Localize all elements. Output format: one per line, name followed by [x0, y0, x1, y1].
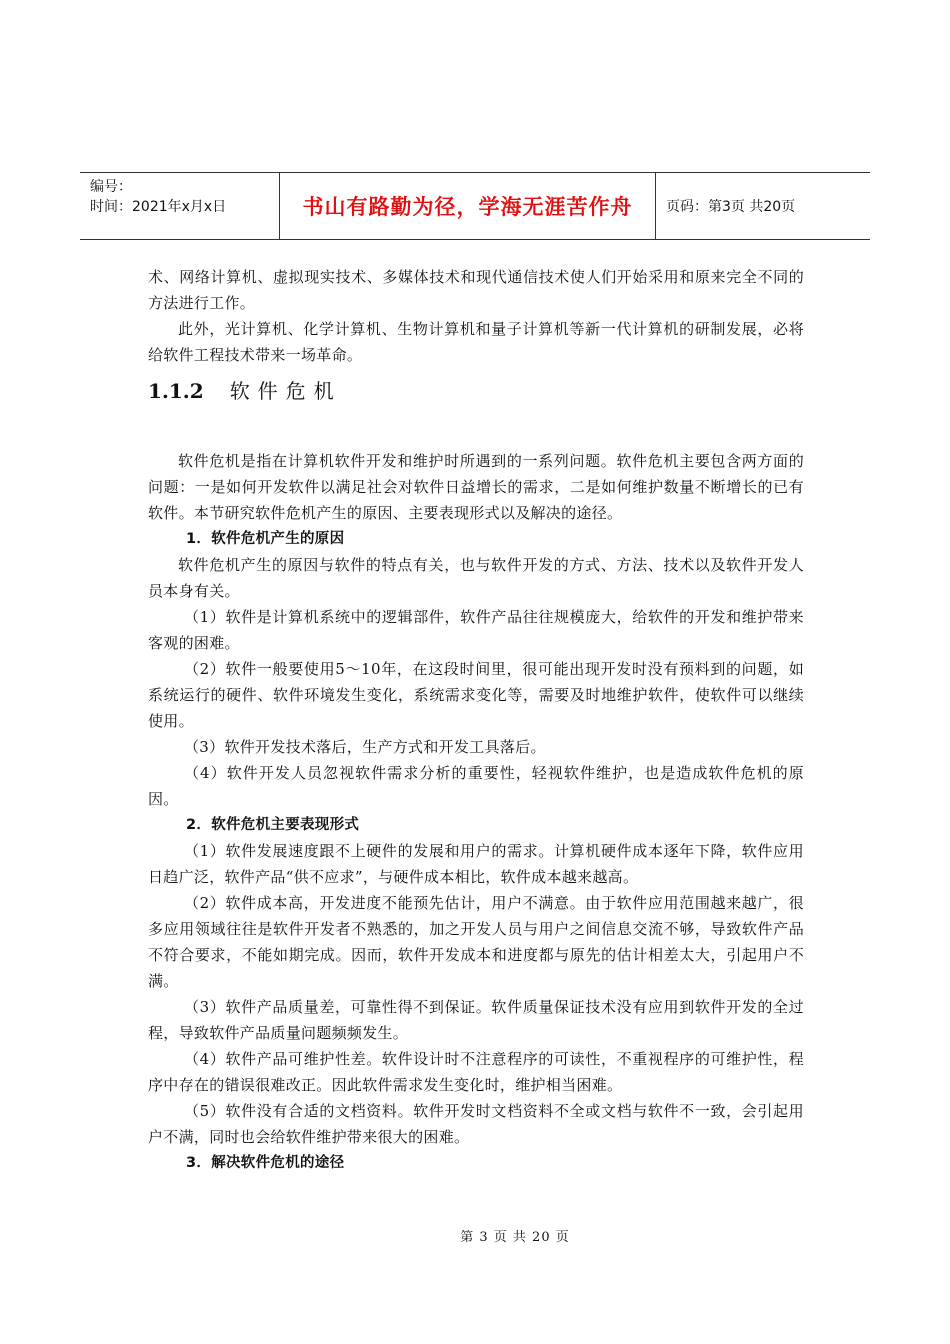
header-motto: 书山有路勤为径，学海无涯苦作舟	[280, 173, 656, 239]
document-number-label: 编号：	[90, 179, 132, 195]
list-item: （1）软件发展速度跟不上硬件的发展和用户的需求。计算机硬件成本逐年下降，软件应用日趋广泛，软件产品“供不应求”，与硬件成本相比，软件成本越来越高。	[148, 842, 804, 886]
list-item: （3）软件开发技术落后，生产方式和开发工具落后。	[184, 738, 546, 756]
document-body	[148, 264, 804, 1176]
paragraph: 软件危机是指在计算机软件开发和维护时所遇到的一系列问题。软件危机主要包含两方面的问题：一是如何开发软件以满足社会对软件日益增长的需求，二是如何维护数量不断增长的已有软件。本节研究软件危机产生的原因、主要表现形式以及解决的途径。	[148, 452, 804, 522]
section-title: 软件危机	[229, 379, 342, 403]
list-item: （2）软件成本高，开发进度不能预先估计，用户不满意。由于软件应用范围越来越广，很多应用领域往往是软件开发者不熟悉的，加之开发人员与用户之间信息交流不够，导致软件产品不符合要求，不能如期完成。因而，软件开发成本和进度都与原先的估计相差太大，引起用户不满。	[148, 894, 804, 990]
list-item: （4）软件开发人员忽视软件需求分析的重要性，轻视软件维护，也是造成软件危机的原因。	[148, 764, 804, 808]
subsection-heading: 3．解决软件危机的途径	[186, 1155, 345, 1171]
section-number: 1.1.2	[148, 379, 204, 403]
header-page-info: 页码：第3页 共20页	[666, 199, 796, 215]
page-footer: 第 3 页 共 20 页	[460, 1230, 570, 1245]
section-heading	[148, 378, 804, 404]
list-item: （1）软件是计算机系统中的逻辑部件，软件产品往往规模庞大，给软件的开发和维护带来客观的困难。	[148, 608, 804, 652]
paragraph: 术、网络计算机、虚拟现实技术、多媒体技术和现代通信技术使人们开始采用和原来完全不同的方法进行工作。	[148, 268, 804, 312]
header-meta	[80, 173, 280, 239]
list-item: （2）软件一般要使用5～10年，在这段时间里，很可能出现开发时没有预料到的问题，如系统运行的硬件、软件环境发生变化，系统需求变化等，需要及时地维护软件，使软件可以继续使用。	[148, 660, 804, 730]
list-item: （5）软件没有合适的文档资料。软件开发时文档资料不全或文档与软件不一致，会引起用户不满，同时也会给软件维护带来很大的困难。	[148, 1102, 804, 1146]
paragraph: 软件危机产生的原因与软件的特点有关，也与软件开发的方式、方法、技术以及软件开发人员本身有关。	[148, 556, 804, 600]
subsection-heading: 1．软件危机产生的原因	[186, 531, 345, 547]
document-time: 时间：2021年x月x日	[90, 199, 227, 215]
list-item: （3）软件产品质量差，可靠性得不到保证。软件质量保证技术没有应用到软件开发的全过程，导致软件产品质量问题频频发生。	[148, 998, 804, 1042]
list-item: （4）软件产品可维护性差。软件设计时不注意程序的可读性，不重视程序的可维护性，程序中存在的错误很难改正。因此软件需求发生变化时，维护相当困难。	[148, 1050, 804, 1094]
paragraph: 此外，光计算机、化学计算机、生物计算机和量子计算机等新一代计算机的研制发展，必将给软件工程技术带来一场革命。	[148, 320, 804, 364]
subsection-heading: 2．软件危机主要表现形式	[186, 817, 360, 833]
page-header	[80, 172, 870, 240]
